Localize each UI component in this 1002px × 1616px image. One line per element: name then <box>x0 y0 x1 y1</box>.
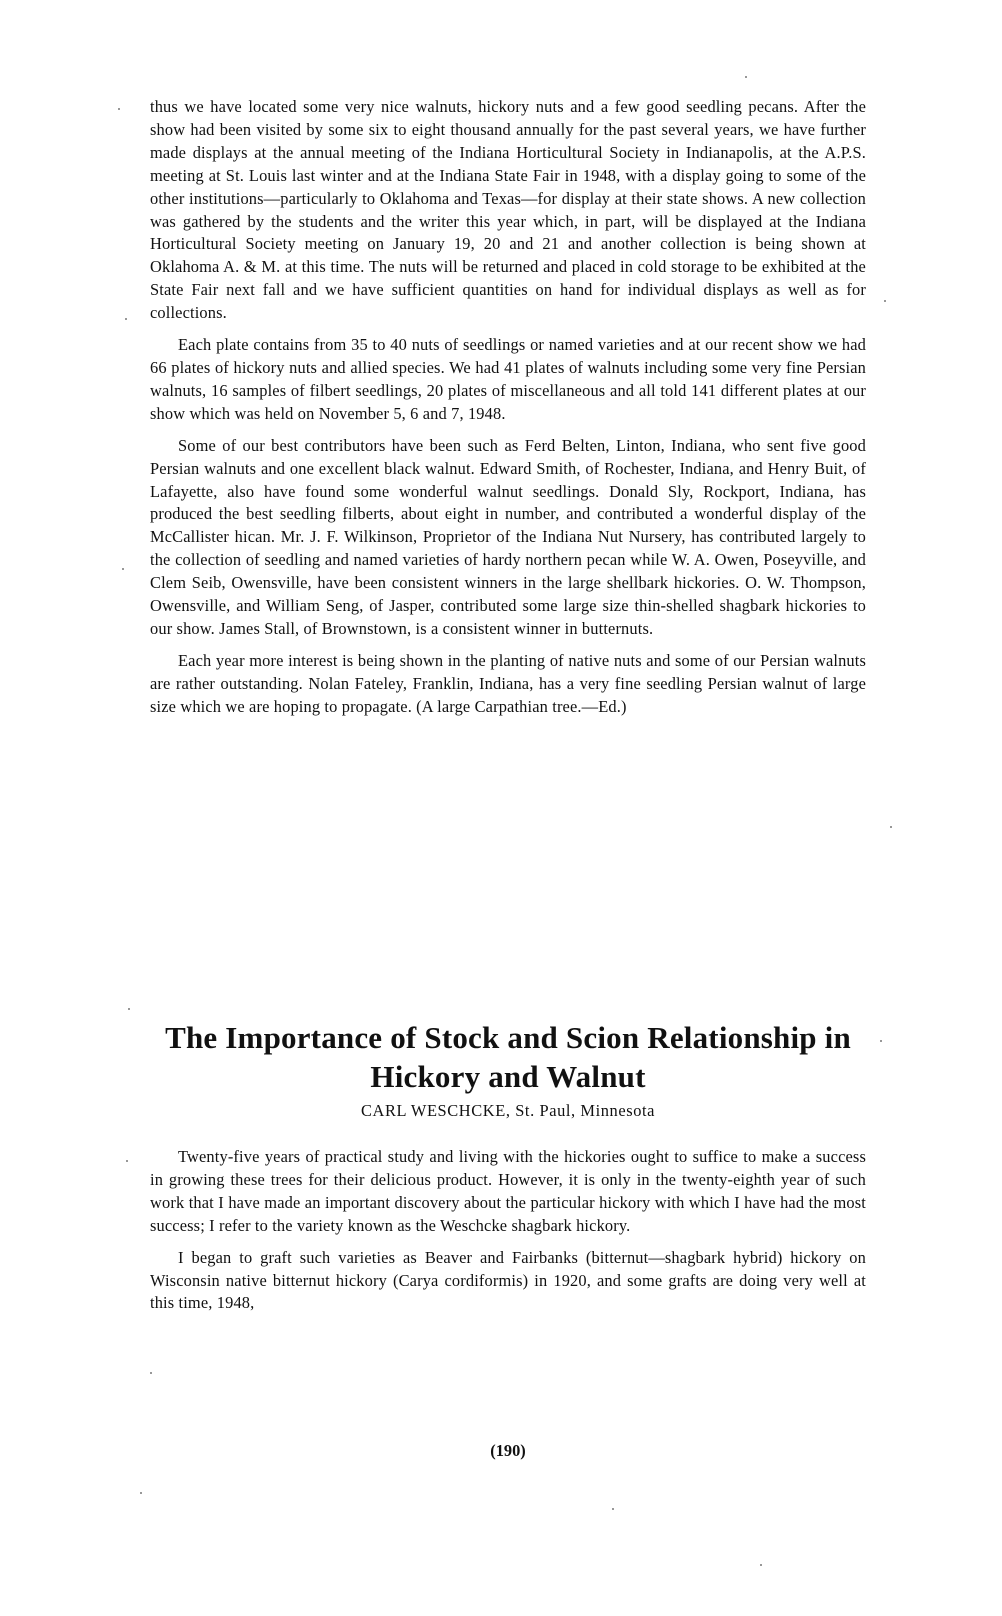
scan-speck <box>745 76 747 78</box>
article-body <box>150 1146 866 1315</box>
scan-speck <box>760 1564 762 1566</box>
scan-speck <box>122 568 124 570</box>
body-paragraph: Each year more interest is being shown in the planting of native nuts and some of our Persian walnuts are rather outstanding. Nolan Fateley, Franklin, Indiana, has a very fine seedling Persian walnut of large size which we are hoping to propagate. (A large Carpathian tree.—Ed.) <box>150 650 866 716</box>
body-paragraph: Some of our best contributors have been such as Ferd Belten, Linton, Indiana, who sent five good Persian walnuts and one excellent black walnut. Edward Smith, of Rochester, Indiana, and Henry Buit, of Lafayette, also have found some wonderful walnut seedlings. Donald Sly, Rockport, Indiana, has produced the best seedling filberts, about eight in number, and contributed a wonderful display of the McCallister hican. Mr. J. F. Wilkinson, Proprietor of the Indiana Nut Nursery, has contributed largely to the collection of seedling and named varieties of hardy northern pecan while W. A. Owen, Poseyville, and Clem Seib, Owensville, have been consistent winners in the large shellbark hickories. O. W. Thompson, Owensville, and William Seng, of Jasper, contributed some large size thin-shelled shagbark hickories to our show. James Stall, of Brownstown, is a consistent winner in butternuts. <box>150 435 866 638</box>
body-paragraph: I began to graft such varieties as Beaver and Fairbanks (bitternut—shagbark hybrid) hickory on Wisconsin native bitternut hickory (Carya cordiformis) in 1920, and some grafts are doing very well at this time, 1948, <box>150 1247 866 1313</box>
body-paragraph: Twenty-five years of practical study and living with the hickories ought to suffice to make a success in growing these trees for their delicious product. However, it is only in the twenty-eighth year of such work that I have made an important discovery about the particular hickory with which I have had the most success; I refer to the variety known as the Weschcke shagbark hickory. <box>150 1147 866 1235</box>
scan-speck <box>880 1040 882 1042</box>
body-paragraph: Each plate contains from 35 to 40 nuts of seedlings or named varieties and at our recent show we had 66 plates of hickory nuts and allied species. We had 41 plates of walnuts including some very fine Persian walnuts, 16 samples of filbert seedlings, 20 plates of miscellaneous and all told 141 different plates at our show which was held on November 5, 6 and 7, 1948. <box>150 335 866 423</box>
scan-speck <box>612 1508 614 1510</box>
body-paragraph: thus we have located some very nice walnuts, hickory nuts and a few good seedling pecans. After the show had been visited by some six to eight thousand annually for the past several years, we have further made displays at the annual meeting of the Indiana Horticultural Society in Indianapolis, at the A.P.S. meeting at St. Louis last winter and at the Indiana State Fair in 1948, with a display going to some of the other institutions—particularly to Oklahoma and Texas—for display at their state shows. A new collection was gathered by the students and the writer this year which, in part, will be displayed at the Indiana Horticultural Society meeting on January 19, 20 and 21 and another collection is being shown at Oklahoma A. & M. at this time. The nuts will be returned and placed in cold storage to be exhibited at the State Fair next fall and we have sufficient quantities on hand for individual displays as well as for collections. <box>150 97 866 323</box>
scan-speck <box>140 1492 142 1494</box>
article-continuation <box>150 96 866 719</box>
scan-speck <box>118 108 120 110</box>
scan-speck <box>125 318 127 320</box>
scan-speck <box>150 1372 152 1374</box>
scan-speck <box>128 1008 130 1010</box>
scan-speck <box>884 300 886 302</box>
author-byline: CARL WESCHCKE, St. Paul, Minnesota <box>360 1101 656 1120</box>
article-title: The Importance of Stock and Scion Relationship in Hickory and Walnut <box>165 1020 851 1094</box>
scan-speck <box>890 826 892 828</box>
page-number: (190) <box>490 1441 526 1460</box>
scan-speck <box>126 1160 128 1162</box>
